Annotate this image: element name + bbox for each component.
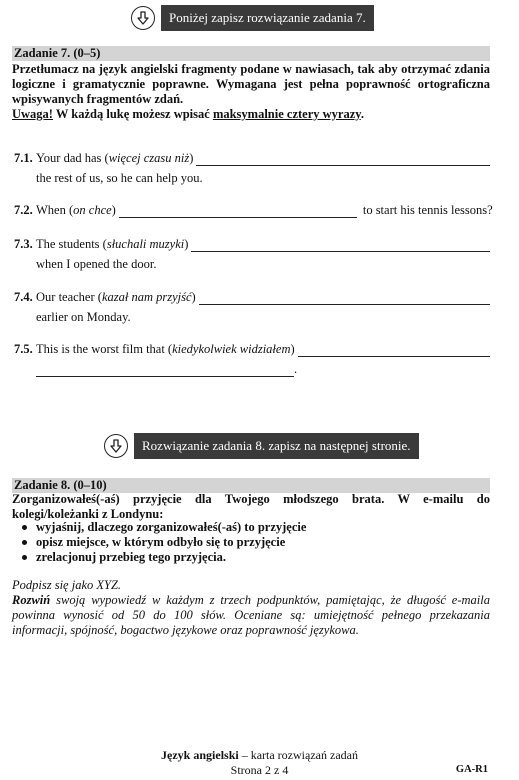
polish-hint: on chce (73, 203, 112, 217)
bullet-item (22, 520, 306, 535)
footer-page-number: Strona 2 z 4 (230, 763, 289, 777)
task8-bullet-list (22, 520, 306, 565)
bullet-text: opisz miejsce, w którym odbyło się to przyjęcie (36, 535, 286, 549)
task7-header: Zadanie 7. (0–5) (12, 46, 490, 61)
sentence-start: Our teacher ( (36, 290, 102, 304)
warning-label: Uwaga! (12, 107, 53, 121)
warning-emphasis: maksymalnie cztery wyrazy (212, 107, 361, 121)
warning-text: W każdą lukę możesz wpisać (52, 107, 213, 121)
task8-sign-instruction: Podpisz się jako XYZ. (12, 578, 122, 592)
exercise-number: 7.2. (14, 203, 33, 217)
exercise-number: 7.1. (14, 151, 33, 165)
exercise-7-4 (14, 290, 490, 325)
answer-blank[interactable] (298, 345, 490, 357)
footer-subject: Język angielski (161, 748, 239, 762)
sentence-start: When ( (36, 203, 74, 217)
polish-hint: kazał nam przyjść (101, 290, 192, 304)
answer-blank[interactable] (196, 154, 490, 166)
footer-title (0, 748, 519, 762)
bullet-item (22, 550, 306, 565)
footer-code: GA-R1 (455, 764, 488, 775)
sentence-bracket: ) (290, 342, 295, 356)
sentence-continuation: earlier on Monday. (36, 310, 131, 324)
develop-text: swoją wypowiedź w każdym z trzech podpunktów, pamiętając, że długość e-maila powinna wynosić od 50 do 100 słów. Oceniane są: umiejętność pełnego przekazania informacji, spójność, bogactwo językowe oraz poprawność językowa. (12, 593, 490, 637)
polish-hint: kiedykolwiek widziałem (172, 342, 291, 356)
task8-instruction: Zorganizowałeś(-aś) przyjęcie dla Twojego młodszego brata. W e-mailu do kolegi/koleżanki z Londynu: (12, 492, 490, 521)
banner-top-text: Poniżej zapisz rozwiązanie zadania 7. (161, 5, 374, 31)
sentence-start: This is the worst film that ( (36, 342, 173, 356)
exercise-number: 7.3. (14, 237, 33, 251)
bullet-item (22, 535, 306, 550)
answer-blank[interactable] (199, 293, 490, 305)
answer-blank-continued[interactable] (36, 365, 294, 377)
sentence-bracket: ) (111, 203, 116, 217)
polish-hint: słuchali muzyki (106, 237, 185, 251)
sentence-start: Your dad has ( (36, 151, 109, 165)
warning-end: . (360, 107, 364, 121)
task8-develop-instruction (12, 593, 490, 638)
exercise-number: 7.4. (14, 290, 33, 304)
sentence-bracket: ) (184, 237, 189, 251)
exercise-7-1 (14, 151, 490, 186)
instruction-banner-middle (104, 433, 419, 459)
sentence-bracket: ) (191, 290, 196, 304)
sentence-end: . (294, 362, 298, 376)
bullet-icon (22, 540, 27, 545)
sentence-continuation: when I opened the door. (36, 257, 157, 271)
develop-label: Rozwiń (12, 593, 51, 607)
exercise-number: 7.5. (14, 342, 33, 356)
exercise-7-2 (14, 203, 493, 218)
sentence-end: to start his tennis lessons? (362, 203, 493, 217)
instruction-banner-top (131, 5, 374, 31)
task7-warning (12, 107, 490, 122)
footer-subtitle: – karta rozwiązań zadań (238, 748, 358, 762)
exercise-7-5 (14, 342, 490, 377)
bullet-text: wyjaśnij, dlaczego zorganizowałeś(-aś) to przyjęcie (36, 520, 307, 534)
sentence-start: The students ( (36, 237, 107, 251)
answer-blank[interactable] (119, 206, 357, 218)
arrow-down-icon (131, 6, 155, 30)
polish-hint: więcej czasu niż (108, 151, 190, 165)
bullet-text: zrelacjonuj przebieg tego przyjęcia. (36, 550, 226, 564)
bullet-icon (22, 555, 27, 560)
sentence-bracket: ) (189, 151, 194, 165)
sentence-continuation: the rest of us, so he can help you. (36, 171, 203, 185)
task7-instruction: Przetłumacz na język angielski fragmenty podane w nawiasach, tak aby otrzymać zdania logiczne i gramatycznie poprawne. Wymagana jest pełna poprawność ortograficzna wpisywanych fragmentów zdań. (12, 62, 490, 106)
answer-blank[interactable] (191, 240, 490, 252)
bullet-icon (22, 525, 27, 530)
exercise-7-3 (14, 237, 490, 272)
banner-middle-text: Rozwiązanie zadania 8. zapisz na następnej stronie. (134, 433, 419, 459)
arrow-down-icon (104, 434, 128, 458)
task8-header: Zadanie 8. (0–10) (12, 478, 490, 493)
